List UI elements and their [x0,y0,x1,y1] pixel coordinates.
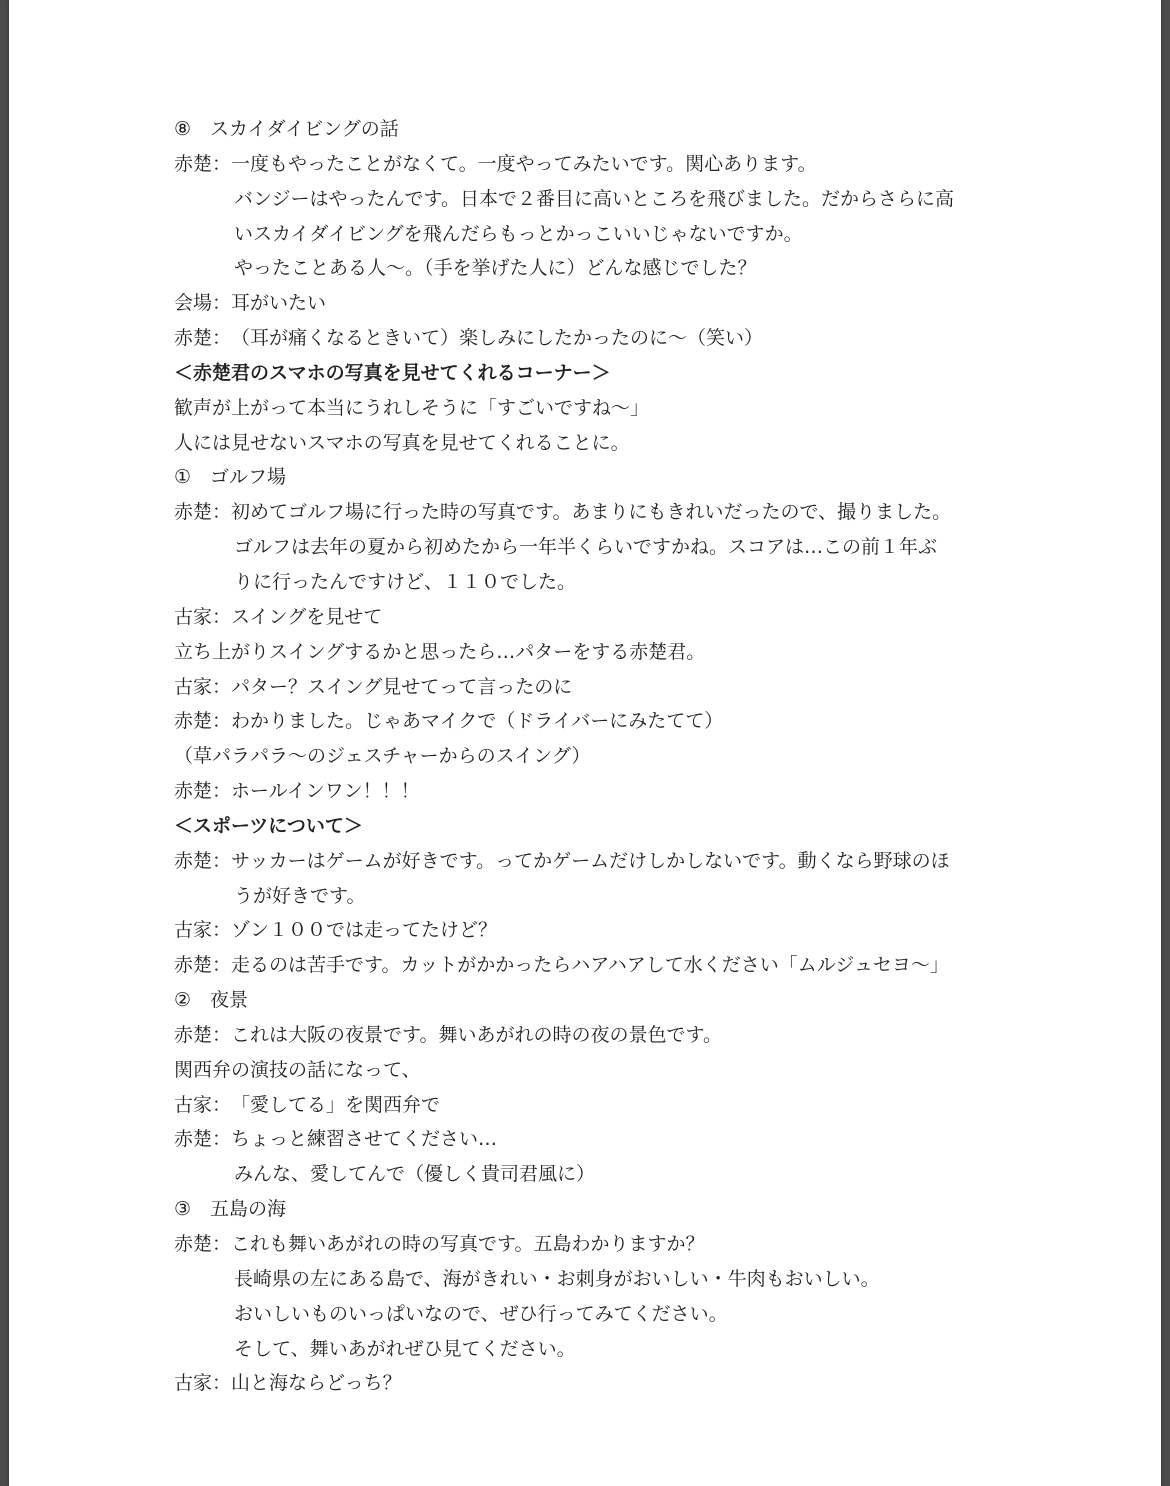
line-text: パター？スイング見せてって言ったのに [231,675,573,698]
line-text: 「愛してる」を関西弁で [231,1093,441,1116]
line-text: サッカーはゲームが好きです。ってかゲームだけしかしないです。動くなら野球のほ [231,849,950,872]
transcript-line [174,1192,1034,1227]
transcript-line [174,1018,1034,1053]
speaker-label: 赤楚： [174,1233,232,1255]
line-text: みんな、愛してんで（優しく貴司君風に） [234,1163,596,1186]
transcript-line [174,1227,1034,1262]
line-text: ③ 五島の海 [174,1198,287,1221]
line-text: 耳がいたい [231,292,327,315]
transcript-line [174,670,1034,705]
transcript-line [174,1053,1034,1088]
speaker-label: 赤楚： [174,954,232,977]
transcript-line [174,217,1034,252]
speaker-label: 赤楚： [174,780,232,803]
transcript-line [174,391,1034,426]
line-text: 走るのは苦手です。カットがかかったらハアハアして水ください「ムルジュセヨ〜」 [231,954,949,977]
line-text: ゴルフは去年の夏から初めたから一年半くらいですかね。スコアは…この前１年ぶ [234,536,938,559]
transcript-line [174,983,1034,1018]
transcript-line [174,774,1034,809]
line-text: 歓声が上がって本当にうれしそうに「すごいですね〜」 [174,396,650,419]
line-text: （耳が痛くなるときいて）楽しみにしたかったのに〜（笑い） [231,327,764,350]
speaker-label: 会場： [174,292,232,315]
speaker-label: 古家： [174,675,232,698]
speaker-label: 赤楚： [174,1128,232,1151]
line-text: ちょっと練習させてください… [231,1128,498,1151]
transcript-line [174,635,1034,670]
line-text: うが好きです。 [234,884,366,907]
line-text: 長崎県の左にある島で、海がきれい・お刺身がおいしい・牛肉もおいしい。 [234,1267,880,1290]
speaker-label: 赤楚： [174,327,232,350]
line-text: やったことある人〜。（手を挙げた人に）どんな感じでした？ [234,257,757,280]
line-text: （草パラパラ〜のジェスチャーからのスイング） [174,745,591,768]
line-text: 初めてゴルフ場に行った時の写真です。あまりにもきれいだったので、撮りました。 [231,501,952,524]
speaker-label: 赤楚： [174,152,232,175]
line-text: ゾン１００では走ってたけど？ [231,919,498,942]
transcript-line [174,844,1034,879]
transcript-line [174,182,1034,217]
line-text: わかりました。じゃあマイクで（ドライバーにみたてて） [231,710,724,733]
line-text: おいしいものいっぱいなので、ぜひ行ってみてください。 [234,1302,728,1325]
line-text: 山と海ならどっち？ [231,1372,402,1395]
transcript-line [174,112,1034,147]
line-text: ① ゴルフ場 [174,466,287,489]
line-text: ⑧ スカイダイビングの話 [174,118,399,140]
speaker-label: 赤楚： [174,501,232,524]
transcript-line [174,147,1034,182]
line-text: ホールインワン！！！ [231,780,420,803]
line-text: 人には見せないスマホの写真を見せてくれることに。 [174,431,630,454]
line-text: 一度もやったことがなくて。一度やってみたいです。関心あります。 [231,152,817,175]
line-text: いスカイダイビングを飛んだらもっとかっこいいじゃないですか。 [234,222,803,245]
line-text: バンジーはやったんです。日本で２番目に高いところを飛びました。だからさらに高 [234,187,955,210]
line-text: りに行ったんですけど、１１０でした。 [234,570,577,593]
transcript-body [174,112,1034,1401]
transcript-line [174,1262,1034,1297]
transcript-line [174,321,1034,356]
line-text: これも舞いあがれの時の写真です。五島わかりますか？ [231,1233,705,1255]
transcript-line [174,286,1034,321]
line-text: 立ち上がりスイングするかと思ったら…パターをする赤楚君。 [174,640,706,663]
transcript-line [174,1157,1034,1192]
section-heading [174,809,1034,844]
speaker-label: 古家： [174,1093,232,1116]
transcript-line [174,1297,1034,1332]
document-page [9,0,1161,1486]
transcript-line [174,704,1034,739]
transcript-line [174,1332,1034,1367]
transcript-line [174,460,1034,495]
line-text: スイングを見せて [231,605,383,628]
transcript-line [174,879,1034,914]
transcript-line [174,1366,1034,1401]
transcript-line [174,739,1034,774]
transcript-line [174,600,1034,635]
transcript-line [174,251,1034,286]
line-text: 関西弁の演技の話になって、 [174,1058,421,1081]
speaker-label: 赤楚： [174,849,232,872]
speaker-label: 古家： [174,919,232,942]
transcript-line [174,948,1034,983]
speaker-label: 古家： [174,1372,232,1395]
transcript-line [174,1088,1034,1123]
transcript-line [174,495,1034,530]
line-text: ＜赤楚君のスマホの写真を見せてくれるコーナー＞ [174,361,611,384]
speaker-label: 赤楚： [174,710,232,733]
line-text: ② 夜景 [174,989,249,1012]
transcript-line [174,913,1034,948]
transcript-line [174,530,1034,565]
speaker-label: 古家： [174,605,232,628]
section-heading [174,356,1034,391]
line-text: そして、舞いあがれぜひ見てください。 [234,1337,576,1360]
transcript-line [174,1122,1034,1157]
line-text: これは大阪の夜景です。舞いあがれの時の夜の景色です。 [231,1023,722,1046]
line-text: ＜スポーツについて＞ [174,814,363,837]
transcript-line [174,426,1034,461]
speaker-label: 赤楚： [174,1023,232,1046]
transcript-line [174,565,1034,600]
